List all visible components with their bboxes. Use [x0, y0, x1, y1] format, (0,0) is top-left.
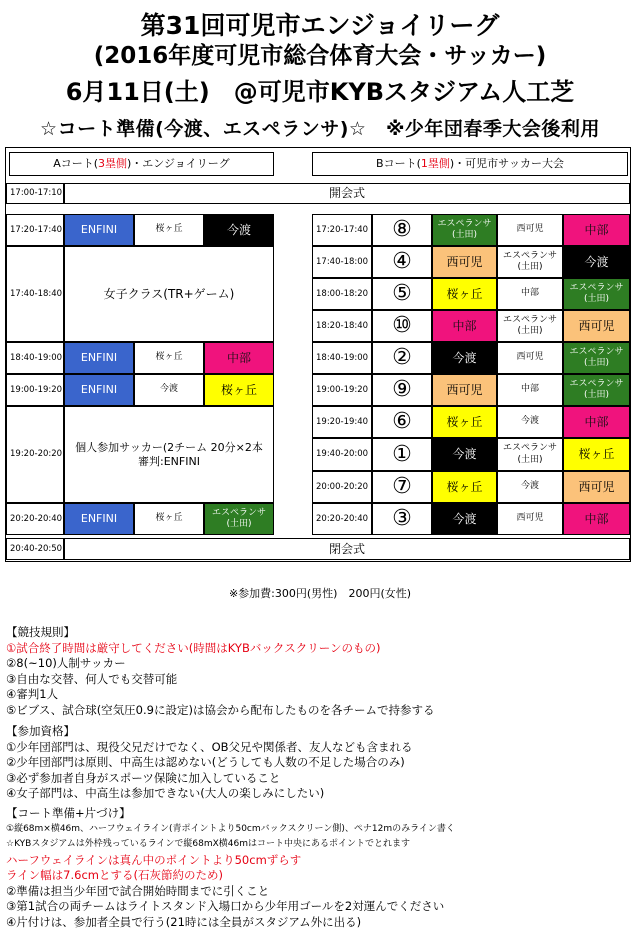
referee-cell: 今渡: [497, 406, 563, 438]
time-cell: 17:00-17:10: [6, 183, 64, 204]
referee-cell: エスペランサ (土田): [497, 310, 563, 342]
list-item: ④審判1人: [6, 687, 59, 701]
time-cell: 20:40-20:50: [6, 538, 64, 560]
girls-class: 女子クラス(TR+ゲーム): [64, 246, 274, 342]
title-league: 第31回可児市エンジョイリーグ: [140, 11, 500, 40]
team-cell: 中部: [563, 503, 630, 535]
list-item: ①少年団部門は、現役父兄だけでなく、OB父兄や関係者、友人なども含まれる: [6, 739, 413, 754]
referee-cell: エスペランサ (土田): [497, 438, 563, 471]
match-number: ⑧: [372, 214, 432, 246]
list-item: ☆KYBスタジアムは外枠残っているラインで縦68mX横46mはコート中央にあるポイントでとれます: [6, 839, 411, 849]
referee-cell: エスペランサ (土田): [497, 246, 563, 278]
list-item: ②少年団部門は原則、中高生は認めない(どうしても人数の不足した場合のみ): [6, 755, 405, 769]
team-cell: ENFINI: [64, 374, 134, 406]
team-cell: ENFINI: [64, 214, 134, 246]
team-cell: 桜ヶ丘: [204, 374, 274, 406]
individual-soccer: 個人参加サッカー(2チーム 20分×2本 審判:ENFINI: [64, 406, 274, 503]
referee-cell: 西可児: [497, 214, 563, 246]
team-cell: 今渡: [432, 438, 497, 471]
team-cell: 西可児: [563, 471, 630, 503]
section-heading: 【参加資格】: [6, 724, 75, 738]
section-heading: 【競技規則】: [6, 625, 75, 639]
title-court-prep: ☆コート準備(今渡、エスペランサ)☆ ※少年団春季大会後利用: [40, 118, 600, 140]
team-cell: ENFINI: [64, 342, 134, 374]
team-cell: 桜ヶ丘: [432, 471, 497, 503]
team-cell: エスペランサ (土田): [563, 374, 630, 406]
team-cell: 西可児: [563, 310, 630, 342]
team-cell: 桜ヶ丘: [432, 406, 497, 438]
closing-ceremony: 閉会式: [64, 538, 630, 560]
schedule-table: [5, 147, 631, 562]
opening-ceremony: 開会式: [64, 183, 630, 204]
list-item: ①試合終了時間は厳守してください(時間はKYBバックスクリーンのもの): [6, 640, 381, 655]
team-cell: 今渡: [204, 214, 274, 246]
referee-cell: 西可児: [497, 503, 563, 535]
list-item: ②準備は担当少年団で試合開始時間までに引くこと: [6, 883, 270, 898]
time-cell: 20:20-20:40: [6, 503, 64, 535]
referee-cell: 今渡: [134, 374, 204, 406]
time-cell: 18:00-18:20: [312, 278, 372, 310]
list-item: ④片付けは、参加者全員で行う(21時には全員がスタジアム外に出る): [6, 914, 362, 929]
time-cell: 18:40-19:00: [312, 342, 372, 374]
list-item: ③第1試合の両チームはライトスタンド入場口から少年用ゴールを2対運んでください: [6, 899, 445, 913]
team-cell: 中部: [563, 214, 630, 246]
time-cell: 18:20-18:40: [312, 310, 372, 342]
team-cell: 中部: [563, 406, 630, 438]
match-number: ②: [372, 342, 432, 374]
list-item: ライン幅は7.6cmとする(石灰節約のため): [6, 868, 223, 882]
match-number: ⑦: [372, 471, 432, 503]
rules-section: [6, 625, 634, 718]
time-cell: 19:40-20:00: [312, 438, 372, 471]
team-cell: 中部: [204, 342, 274, 374]
team-cell: エスペランサ (土田): [432, 214, 497, 246]
court-prep-section: [6, 806, 634, 930]
time-cell: 19:00-19:20: [312, 374, 372, 406]
match-number: ③: [372, 503, 432, 535]
referee-cell: 桜ヶ丘: [134, 214, 204, 246]
team-cell: 今渡: [432, 503, 497, 535]
list-item: ⑤ビブス、試合球(空気圧0.9に設定)は協会から配布したものを各チームで持参する: [6, 702, 435, 717]
match-number: ④: [372, 246, 432, 278]
referee-cell: 中部: [497, 278, 563, 310]
title-date-venue: 6月11日(土) @可児市KYBスタジアム人工芝: [65, 78, 575, 106]
match-number: ⑩: [372, 310, 432, 342]
time-cell: 20:00-20:20: [312, 471, 372, 503]
title-tournament: (2016年度可児市総合体育大会・サッカー): [93, 43, 547, 69]
team-cell: 西可児: [432, 246, 497, 278]
time-cell: 19:20-19:40: [312, 406, 372, 438]
match-number: ⑨: [372, 374, 432, 406]
court-a-header: Aコート( 3塁側 )・エンジョイリーグ: [9, 152, 274, 176]
list-item: ③必ず参加者自身がスポーツ保険に加入していること: [6, 770, 281, 785]
referee-cell: 桜ヶ丘: [134, 342, 204, 374]
referee-cell: 西可児: [497, 342, 563, 374]
team-cell: 中部: [432, 310, 497, 342]
time-cell: 19:20-20:20: [6, 406, 64, 503]
list-item: ④女子部門は、中高生は参加できない(大人の楽しみにしたい): [6, 786, 325, 800]
time-cell: 17:40-18:00: [312, 246, 372, 278]
referee-cell: 中部: [497, 374, 563, 406]
team-cell: 西可児: [432, 374, 497, 406]
match-number: ⑤: [372, 278, 432, 310]
court-b-header: Bコート( 1塁側 )・可児市サッカー大会: [312, 152, 628, 176]
list-item: ハーフウェイラインは真ん中のポイントより50cmずらす: [6, 852, 302, 867]
time-cell: 17:20-17:40: [312, 214, 372, 246]
match-number: ⑥: [372, 406, 432, 438]
time-cell: 18:40-19:00: [6, 342, 64, 374]
team-cell: 桜ヶ丘: [432, 278, 497, 310]
team-cell: 桜ヶ丘: [563, 438, 630, 471]
team-cell: 今渡: [563, 246, 630, 278]
referee-cell: 桜ヶ丘: [134, 503, 204, 535]
time-cell: 17:40-18:40: [6, 246, 64, 342]
time-cell: 17:20-17:40: [6, 214, 64, 246]
section-heading: 【コート準備+片づけ】: [6, 806, 131, 820]
time-cell: 19:00-19:20: [6, 374, 64, 406]
list-item: ③自由な交替、何人でも交替可能: [6, 671, 178, 686]
eligibility-section: [6, 724, 634, 802]
team-cell: エスペランサ (土田): [563, 342, 630, 374]
team-cell: エスペランサ (土田): [204, 503, 274, 535]
referee-cell: 今渡: [497, 471, 563, 503]
team-cell: 今渡: [432, 342, 497, 374]
time-cell: 20:20-20:40: [312, 503, 372, 535]
team-cell: エスペランサ (土田): [563, 278, 630, 310]
match-number: ①: [372, 438, 432, 471]
list-item: ①縦68m×横46m、ハーフウェイライン(青ポイントより50cmバックスクリーン側)、ペナ12mのみライン書く: [6, 823, 455, 834]
list-item: ②8(~10)人制サッカー: [6, 656, 126, 670]
participation-fee: ※参加費:300円(男性) 200円(女性): [228, 587, 412, 600]
team-cell: ENFINI: [64, 503, 134, 535]
